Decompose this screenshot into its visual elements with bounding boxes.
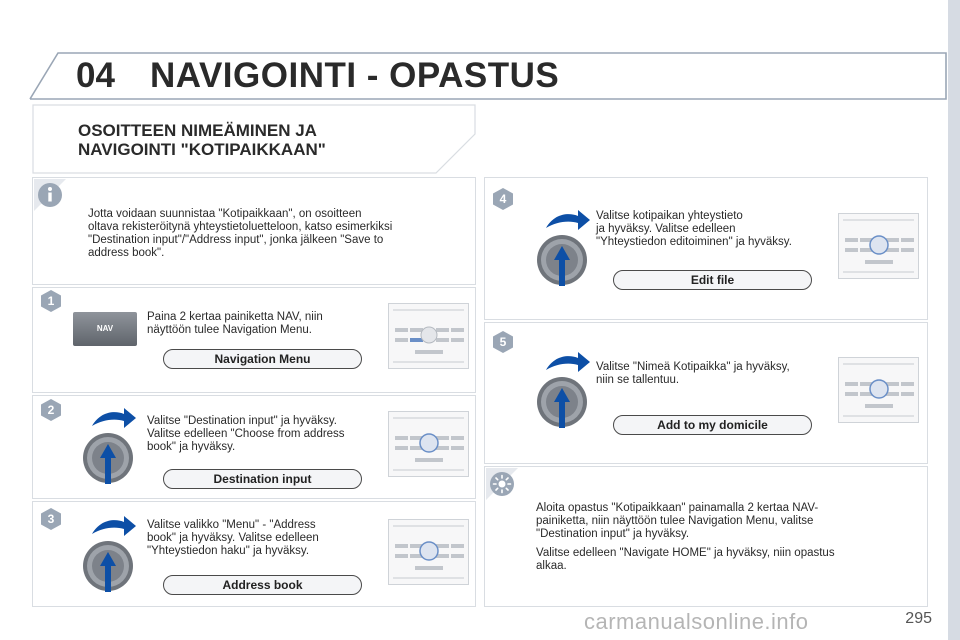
step-number: 5 [499,335,507,349]
step-1-text [147,311,377,337]
nav-key-label: NAV [96,324,114,333]
step-line: Valitse "Destination input" ja hyväksy. [147,415,337,427]
step-badge [492,331,514,353]
radio-panel-thumbnail [388,519,469,585]
tip-line: Aloita opastus "Kotipaikkaan" painamalla 2 kertaa NAV- [536,502,819,514]
step-badge [40,399,62,421]
watermark: carmanualsonline.info [584,609,809,634]
chapter-title: NAVIGOINTI - OPASTUS [150,56,560,95]
step-3-text [147,519,377,558]
radio-panel-thumbnail [388,411,469,477]
info-text [88,208,458,260]
right-rail [948,0,960,640]
tip-line: Valitse edelleen "Navigate HOME" ja hyväksy, niin opastus [536,547,835,559]
tip-line: painiketta, niin näyttöön tulee Navigation Menu, valitse [536,515,814,527]
step-line: book" ja hyväksy. [147,441,236,453]
step-badge [40,290,62,312]
rotary-knob-icon [78,512,144,594]
page-number: 295 [905,610,932,627]
step-line: Paina 2 kertaa painiketta NAV, niin [147,311,323,323]
step-badge [492,188,514,210]
step-line: Valitse valikko "Menu" - "Address [147,519,316,531]
step-number: 4 [499,192,507,206]
chapter-number: 04 [76,56,115,95]
step-badge [40,508,62,530]
edit-file-pill: Edit file [613,270,812,290]
destination-input-pill: Destination input [163,469,362,489]
radio-panel-thumbnail [838,357,919,423]
step-4-text [596,210,832,249]
step-line: niin se tallentuu. [596,374,680,386]
step-line: Valitse kotipaikan yhteystieto [596,210,743,222]
step-number: 2 [47,403,55,417]
info-line: address book". [88,247,165,259]
step-line: "Yhteystiedon editoiminen" ja hyväksy. [596,236,792,248]
rotary-knob-icon [532,206,598,288]
step-5-text [596,361,832,387]
lightbulb-tip-icon [486,468,518,500]
radio-panel-thumbnail [388,303,469,369]
section-title-line: NAVIGOINTI "KOTIPAIKKAAN" [78,140,326,159]
info-icon [34,179,66,211]
step-number: 3 [47,512,55,526]
step-line: Valitse "Nimeä Kotipaikka" ja hyväksy, [596,361,790,373]
tip-line: "Destination input" ja hyväksy. [536,528,690,540]
info-line: oltava rekisteröitynä yhteystietoluetteloon, katso esimerkiksi [88,221,393,233]
step-line: Valitse edelleen "Choose from address [147,428,345,440]
address-book-pill: Address book [163,575,362,595]
add-to-my-domicile-pill: Add to my domicile [613,415,812,435]
step-2-text [147,415,387,454]
tip-text [536,502,916,573]
navigation-menu-pill: Navigation Menu [163,349,362,369]
rotary-knob-icon [532,348,598,430]
step-line: "Yhteystiedon haku" ja hyväksy. [147,545,310,557]
step-number: 1 [47,294,55,308]
rotary-knob-icon [78,404,144,486]
step-line: näyttöön tulee Navigation Menu. [147,324,312,336]
section-title [78,121,326,159]
info-line: "Destination input"/"Address input", jonka jälkeen "Save to [88,234,384,246]
step-line: ja hyväksy. Valitse edelleen [596,223,736,235]
nav-key-button [73,312,137,346]
radio-panel-thumbnail [838,213,919,279]
step-line: book" ja hyväksy. Valitse edelleen [147,532,319,544]
info-line: Jotta voidaan suunnistaa "Kotipaikkaan", on osoitteen [88,208,362,220]
section-title-line: OSOITTEEN NIMEÄMINEN JA [78,121,317,140]
tip-line: alkaa. [536,560,567,572]
